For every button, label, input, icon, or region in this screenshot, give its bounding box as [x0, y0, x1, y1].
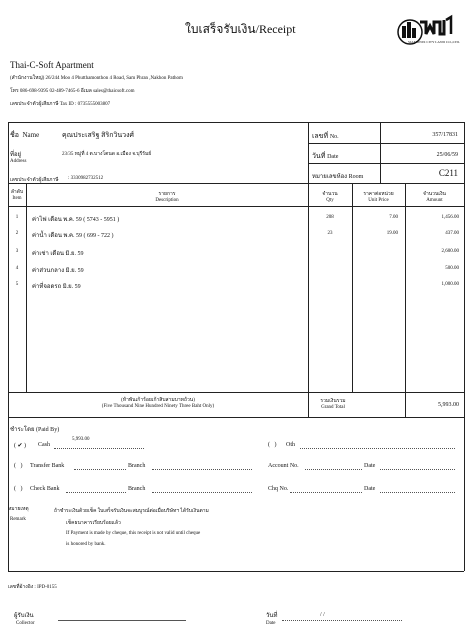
address-label-en: Address: [10, 159, 27, 164]
document-title: ใบเสร็จรับเงิน/Receipt: [185, 22, 296, 36]
row-item: 2: [15, 231, 19, 236]
company-name: Thai-C-Soft Apartment: [10, 60, 94, 70]
remark-line-1-en: If Payment is made by cheque, this receipt is not valid until cheque: [66, 531, 201, 536]
cash-checkbox[interactable]: ( ✔ ): [14, 443, 27, 449]
row-amount: 1,456.00: [441, 215, 459, 220]
cash-amount: 5,993.00: [72, 437, 90, 442]
room-number: C211: [438, 168, 458, 178]
remark-label-th: หมายเหตุ: [8, 507, 29, 512]
address-label-th: ที่อยู่: [10, 152, 22, 158]
collector-signature-line: [58, 620, 186, 621]
remark-line-1-th: ถ้าชำระเงินด้วยเช็ค ใบเสร็จรับเงินจะสมบูรณ์ต่อเมื่อบริษัทฯ ได้รับเงินตาม: [54, 509, 209, 514]
check-bank-checkbox[interactable]: ( ): [14, 486, 23, 492]
check-branch-label: Branch: [128, 486, 146, 492]
customer-address: 23/35 หมู่ที่ 4 ต.บางโตนด อ.เมือง จ.บุรีรัมย์: [62, 152, 152, 157]
other-label: Oth: [286, 442, 295, 448]
row-price: 19.00: [386, 231, 398, 236]
tax-id-label: เลขประจำตัวผู้เสียภาษี: [10, 178, 59, 183]
row-item: 4: [15, 266, 19, 271]
row-qty: 208: [326, 215, 334, 220]
company-contact: โทร 086-698-9395 02-489-7465-6 อีเมล sales@thaicsoft.com: [10, 89, 135, 94]
name-label: ชื่อ Name: [10, 131, 40, 139]
receipt-date: 25/06/59: [436, 152, 458, 158]
row-item: 3: [15, 249, 19, 254]
row-amount: 500.00: [445, 266, 459, 271]
cash-label: Cash: [38, 442, 50, 448]
cheque-date-label: Date: [364, 486, 376, 492]
total-in-words: (ห้าพันเก้าร้อยเก้าสิบสามบาทถ้วน) (Five Thousand Nine Hundred Ninety Three Baht Only): [101, 398, 215, 409]
row-amount: 437.00: [445, 231, 459, 236]
check-mark-icon: ✔: [17, 443, 23, 449]
row-desc: ค่าน้ำ เดือน พ.ค. 59 ( 699 - 722 ): [32, 233, 114, 239]
receipt-no: 357/17831: [432, 132, 458, 138]
collector-label-en: Collector: [16, 621, 35, 626]
customer-name: คุณประเสริฐ สิริกวินวงศ์: [62, 131, 134, 139]
company-tax-id: เลขประจำตัวผู้เสียภาษี Tax ID : 0735555003807: [10, 102, 111, 107]
collector-label-th: ผู้รับเงิน: [14, 613, 34, 619]
col-price-header: ราคาต่อหน่วย Unit Price: [363, 192, 394, 203]
company-address: (สำนักงานใหญ่) 26/244 Moo 4 Phutthamonthon 4 Road, Sam Phran ,Nakhon Pathom: [10, 76, 183, 81]
row-item: 5: [15, 282, 19, 287]
check-bank-label: Check Bank: [30, 486, 60, 492]
reference-number: เลขที่อ้างอิง : IPD-0155: [8, 585, 57, 590]
row-desc: ค่าไฟ เดือน พ.ค. 59 ( 5743 - 5951 ): [32, 217, 120, 223]
transfer-branch-label: Branch: [128, 463, 146, 469]
row-desc: ค่าเช่า เดือน มิ.ย. 59: [32, 251, 84, 257]
remark-label-en: Remark: [10, 517, 26, 522]
transfer-bank-label: Transfer Bank: [30, 463, 65, 469]
transfer-date-label: Date: [364, 463, 376, 469]
transfer-checkbox[interactable]: ( ): [14, 463, 23, 469]
col-qty-header: จำนวน Qty: [322, 192, 338, 203]
remark-line-2-th: เช็คธนาคารเรียบร้อยแล้ว: [66, 521, 121, 526]
signature-date-label-en: Date: [266, 621, 276, 626]
receipt-no-label: เลขที่ No.: [312, 132, 339, 140]
cheque-no-label: Chq No.: [268, 486, 289, 492]
account-no-label: Account No.: [268, 463, 299, 469]
signature-date-label-th: วันที่: [266, 613, 278, 619]
row-price: 7.00: [389, 215, 398, 220]
company-logo: [396, 14, 458, 52]
col-item-header: ลำดับ Item: [10, 190, 24, 201]
building-logo-icon: [396, 14, 458, 52]
paid-by-label: ชำระโดย (Paid By): [10, 427, 60, 433]
row-item: 1: [15, 215, 19, 220]
date-label: วันที่ Date: [312, 152, 339, 160]
row-desc: ค่าที่จอดรถ มิ.ย. 59: [32, 284, 81, 290]
col-amount-header: จำนวนเงิน Amount: [423, 192, 446, 203]
grand-total-label: รวมเงินรวม Grand Total: [320, 399, 346, 410]
row-amount: 2,600.00: [441, 249, 459, 254]
other-checkbox[interactable]: ( ): [268, 442, 277, 448]
row-amount: 1,000.00: [441, 282, 459, 287]
room-label: หมายเลขห้อง Room: [312, 174, 364, 180]
col-desc-header: รายการ Description: [155, 192, 179, 203]
remark-line-2-en: is honored by bank.: [66, 542, 106, 547]
row-qty: 23: [327, 231, 333, 236]
customer-tax-id: : 3330982732512: [68, 176, 104, 181]
logo-caption: SIAMONIX CITY LAND CO.,LTD.: [408, 40, 460, 44]
grand-total-value: 5,993.00: [438, 402, 459, 408]
row-desc: ค่าส่วนกลาง มิ.ย. 59: [32, 268, 84, 274]
signature-date-slashes: / /: [320, 612, 325, 618]
